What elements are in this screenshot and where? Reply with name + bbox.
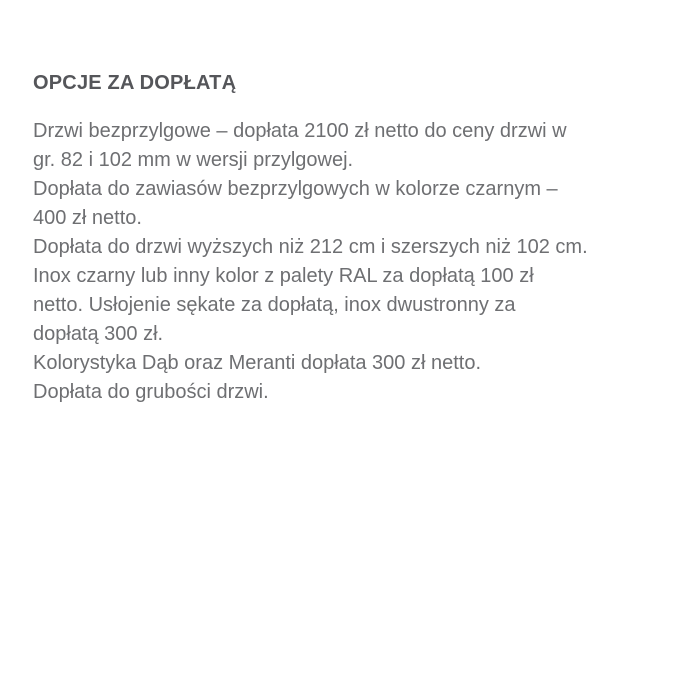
body-line: Drzwi bezprzylgowe – dopłata 2100 zł netto do ceny drzwi w [33, 120, 567, 142]
body-line: Inox czarny lub inny kolor z palety RAL za dopłatą 100 zł [33, 265, 534, 287]
body-line: Dopłata do drzwi wyższych niż 212 cm i szerszych niż 102 cm. [33, 236, 588, 258]
body-line: gr. 82 i 102 mm w wersji przylgowej. [33, 149, 354, 171]
body-line: Kolorystyka Dąb oraz Meranti dopłata 300 zł netto. [33, 352, 482, 374]
section-heading: OPCJE ZA DOPŁATĄ [33, 72, 237, 94]
body-line: Dopłata do zawiasów bezprzylgowych w kolorze czarnym – [33, 178, 558, 200]
body-line: 400 zł netto. [33, 207, 142, 229]
section-body [33, 117, 660, 407]
body-line: dopłatą 300 zł. [33, 323, 164, 345]
body-line: Dopłata do grubości drzwi. [33, 381, 269, 403]
body-line: netto. Usłojenie sękate za dopłatą, inox dwustronny za [33, 294, 516, 316]
